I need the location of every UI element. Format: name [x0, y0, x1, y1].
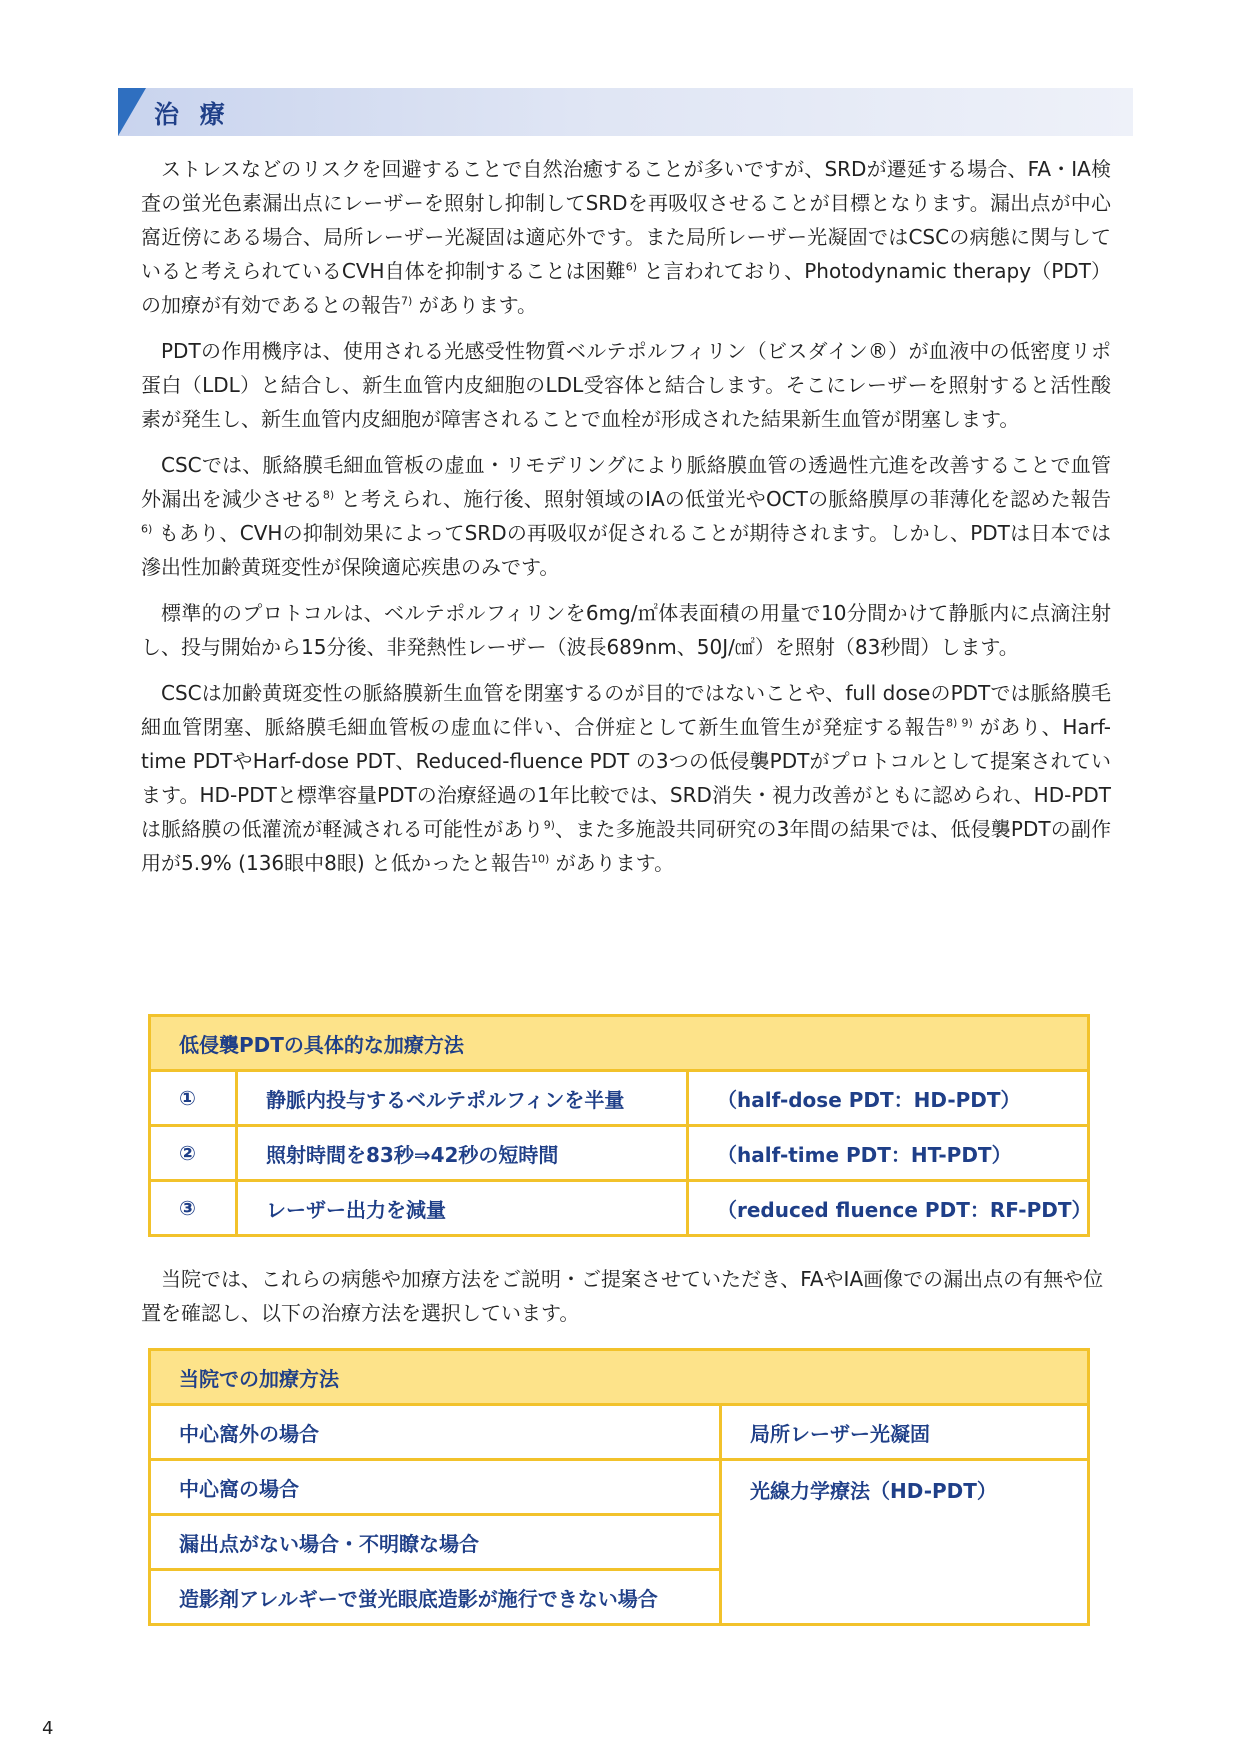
ref: 7) — [401, 294, 413, 308]
body-text — [141, 152, 1111, 892]
row-case: 中心窩の場合 — [150, 1460, 721, 1515]
paragraph-1: ストレスなどのリスクを回避することで自然治癒することが多いですが、SRDが遷延する場合、FA・IA検査の蛍光色素漏出点にレーザーを照射し抑制してSRDを再吸収させることが目標となります。漏出点が中心窩近傍にある場合、局所レーザー光凝固は適応外です。また局所レーザー光凝固ではCSCの病態に関与していると考えられているCVH自体を抑制することは困難$^{6)}$ と言われており、Photodynamic therapy（PDT）の加療が有効であるとの報告$^{7)}$ があります。 — [141, 157, 1112, 317]
ref: 8) — [322, 488, 335, 502]
row-name: （half-dose PDT：HD-PDT） — [688, 1071, 1089, 1126]
section-title: 治 療 — [154, 100, 231, 129]
section-heading — [118, 88, 1133, 136]
ref: 6) — [625, 260, 638, 274]
row-number: ① — [150, 1071, 237, 1126]
ref: 9) — [543, 818, 555, 832]
ref: 8) 9) — [946, 716, 973, 730]
table-header: 当院での加療方法 — [150, 1350, 1089, 1405]
table-row — [150, 1071, 1089, 1126]
clinic-treatment-table — [148, 1348, 1090, 1626]
page-number: 4 — [42, 1718, 54, 1739]
row-case: 漏出点がない場合・不明瞭な場合 — [150, 1515, 721, 1570]
heading-accent-triangle — [118, 88, 146, 136]
table-row — [150, 1181, 1089, 1236]
ref: 6) — [141, 522, 153, 536]
row-number: ③ — [150, 1181, 237, 1236]
paragraph-3: CSCでは、脈絡膜毛細血管板の虚血・リモデリングにより脈絡膜血管の透過性亢進を改善することで血管外漏出を減少させる$^{8)}$ と考えられ、施行後、照射領域のIAの低蛍光やOCTの脈絡膜厚の菲薄化を認めた報告$^{6)}$ もあり、CVHの抑制効果によってSRDの再吸収が促されることが期待されます。しかし、PDTは日本では滲出性加齢黄斑変性が保険適応疾患のみです。 — [141, 453, 1112, 579]
pdt-methods-table — [148, 1014, 1090, 1237]
row-treatment: 光線力学療法（HD-PDT） — [721, 1460, 1089, 1625]
row-case: 造影剤アレルギーで蛍光眼底造影が施行できない場合 — [150, 1570, 721, 1625]
paragraph-2: PDTの作用機序は、使用される光感受性物質ベルテポルフィリン（ビスダイン®）が血液中の低密度リポ蛋白（LDL）と結合し、新生血管内皮細胞のLDL受容体と結合します。そこにレーザーを照射すると活性酸素が発生し、新生血管内皮細胞が障害されることで血栓が形成された結果新生血管が閉塞します。 — [141, 339, 1111, 431]
row-case: 中心窩外の場合 — [150, 1405, 721, 1460]
paragraph-4: 標準的のプロトコルは、ベルテポルフィリンを6mg/㎡体表面積の用量で10分間かけて静脈内に点滴注射し、投与開始から15分後、非発熱性レーザー（波長689nm、50J/㎠）を照射（83秒間）します。 — [141, 601, 1111, 659]
table-row — [150, 1460, 1089, 1515]
row-number: ② — [150, 1126, 237, 1181]
row-method: 照射時間を83秒⇒42秒の短時間 — [237, 1126, 688, 1181]
ref: 10) — [531, 852, 550, 866]
row-treatment: 局所レーザー光凝固 — [721, 1405, 1089, 1460]
table-row — [150, 1126, 1089, 1181]
paragraph-5: CSCは加齢黄斑変性の脈絡膜新生血管を閉塞するのが目的ではないことや、full doseのPDTでは脈絡膜毛細血管閉塞、脈絡膜毛細血管板の虚血に伴い、合併症として新生血管生が発症する報告$^{8) 9)}$ があり、Harf-time PDTやHarf-dose PDT、Reduced-fluence PDT の3つの低侵襲PDTがプロトコルとして提案されています。HD-PDTと標準容量PDTの治療経過の1年比較では、SRD消失・視力改善がともに認められ、HD-PDTは脈絡膜の低灌流が軽減される可能性があり$^{9)}$、また多施設共同研究の3年間の結果では、低侵襲PDTの副作用が5.9% (136眼中8眼) と低かったと報告$^{10)}$ があります。 — [141, 681, 1112, 875]
row-method: レーザー出力を減量 — [237, 1181, 688, 1236]
paragraph-6: 当院では、これらの病態や加療方法をご説明・ご提案させていただき、FAやIA画像での漏出点の有無や位置を確認し、以下の治療方法を選択しています。 — [141, 1267, 1104, 1325]
row-name: （reduced fluence PDT：RF-PDT） — [688, 1181, 1089, 1236]
table-row — [150, 1405, 1089, 1460]
row-method: 静脈内投与するベルテポルフィンを半量 — [237, 1071, 688, 1126]
row-name: （half-time PDT：HT-PDT） — [688, 1126, 1089, 1181]
table-header: 低侵襲PDTの具体的な加療方法 — [150, 1016, 1089, 1071]
